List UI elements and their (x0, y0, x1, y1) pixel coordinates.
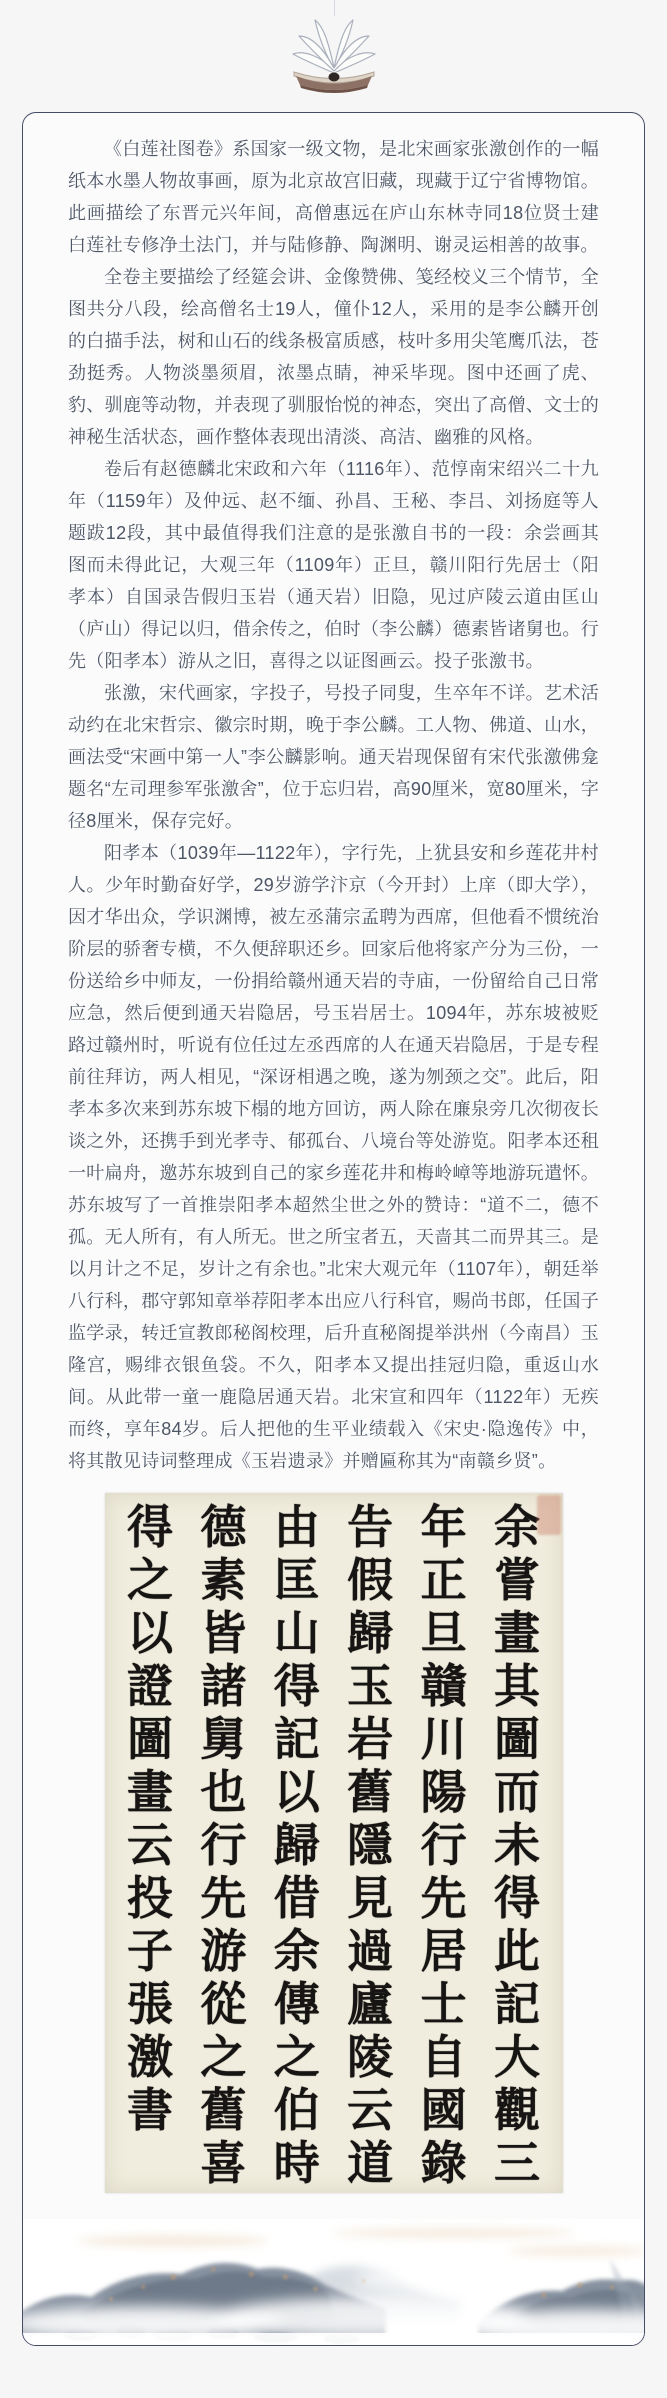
calligraphy-column (260, 1500, 333, 2190)
calligraphy-character: 先 (420, 1871, 467, 1925)
paragraph: 张激，宋代画家，字投子，号投子同叟，生卒年不详。艺术活动约在北宋哲宗、徽宗时期，晚于李公麟。工人物、佛道、山水，画法受“宋画中第一人”李公麟影响。通天岩现保留有宋代张激佛龛题名“左司理参军张激舍”，位于忘归岩，高90厘米，宽80厘米，字径8厘米，保存完好。 (68, 683, 599, 831)
paragraph: 《白莲社图卷》系国家一级文物，是北宋画家张激创作的一幅纸本水墨人物故事画，原为北京故宫旧藏，现藏于辽宁省博物馆。此画描绘了东晋元兴年间，高僧惠远在庐山东林寺同18位贤士建白莲社专修净土法门，并与陆修静、陶渊明、谢灵运相善的故事。 (68, 139, 599, 255)
calligraphy-character: 圖 (493, 1712, 540, 1766)
calligraphy-column (480, 1500, 553, 2190)
calligraphy-rubbing-image (105, 1493, 563, 2193)
calligraphy-character: 歸 (273, 1818, 320, 1872)
calligraphy-character: 川 (420, 1712, 467, 1766)
calligraphy-character: 其 (493, 1659, 540, 1713)
calligraphy-character: 之 (200, 2030, 247, 2084)
calligraphy-character: 玉 (347, 1659, 394, 1713)
calligraphy-character: 陵 (347, 2030, 394, 2084)
calligraphy-character: 國 (420, 2083, 467, 2137)
calligraphy-character: 也 (200, 1765, 247, 1819)
calligraphy-character: 云 (347, 2083, 394, 2137)
article-body (23, 113, 644, 1477)
calligraphy-character: 時 (273, 2136, 320, 2190)
calligraphy-character: 借 (273, 1871, 320, 1925)
calligraphy-character: 證 (127, 1659, 173, 1713)
calligraphy-character: 三 (493, 2136, 540, 2190)
calligraphy-character: 山 (273, 1606, 320, 1660)
calligraphy-character: 以 (273, 1765, 320, 1819)
calligraphy-character: 云 (127, 1818, 173, 1872)
calligraphy-character: 畫 (493, 1606, 540, 1660)
calligraphy-character: 匡 (273, 1553, 320, 1607)
calligraphy-character: 大 (493, 2030, 540, 2084)
paragraph: 卷后有赵德麟北宋政和六年（1116年）、范惇南宋绍兴二十九年（1159年）及仲远、赵不缅、孙昌、王秘、李吕、刘扬庭等人题跋12段，其中最值得我们注意的是张激自书的一段：余尝画其图而未得此记，大观三年（1109年）正旦，赣川阳行先居士（阳孝本）自国录告假归玉岩（通天岩）旧隐，见过庐陵云道由匡山（庐山）得记以归，借余传之，伯时（李公麟）德素皆诸舅也。行先（阳孝本）游从之旧，喜得之以证图画云。投子张激书。 (68, 459, 599, 671)
calligraphy-character: 舅 (200, 1712, 247, 1766)
calligraphy-character: 嘗 (493, 1553, 540, 1607)
article-card (22, 112, 645, 2346)
calligraphy-column (334, 1500, 407, 2190)
open-book-icon (288, 10, 380, 101)
calligraphy-character: 畫 (127, 1765, 173, 1819)
calligraphy-character: 諸 (200, 1659, 247, 1713)
calligraphy-character: 行 (200, 1818, 247, 1872)
calligraphy-character: 記 (493, 1977, 540, 2031)
calligraphy-character: 見 (347, 1871, 394, 1925)
calligraphy-character: 岩 (347, 1712, 394, 1766)
page-header (0, 0, 667, 112)
calligraphy-character: 過 (347, 1924, 394, 1978)
calligraphy-column (187, 1500, 260, 2190)
calligraphy-character: 記 (273, 1712, 320, 1766)
calligraphy-character: 廬 (347, 1977, 394, 2031)
calligraphy-character: 余 (273, 1924, 320, 1978)
calligraphy-character: 未 (493, 1818, 540, 1872)
calligraphy-character: 此 (493, 1924, 540, 1978)
calligraphy-column (407, 1500, 480, 2190)
calligraphy-character: 贛 (420, 1659, 467, 1713)
calligraphy-character: 由 (273, 1500, 320, 1554)
calligraphy-character: 假 (347, 1553, 394, 1607)
calligraphy-character: 舊 (347, 1765, 394, 1819)
calligraphy-character: 余 (493, 1500, 540, 1554)
calligraphy-character: 居 (420, 1924, 467, 1978)
calligraphy-character: 從 (200, 1977, 247, 2031)
calligraphy-character: 道 (347, 2136, 394, 2190)
calligraphy-column (114, 1501, 187, 2185)
calligraphy-character: 而 (493, 1765, 540, 1819)
calligraphy-character: 錄 (420, 2136, 467, 2190)
calligraphy-character: 伯 (273, 2083, 320, 2137)
calligraphy-character: 游 (200, 1924, 247, 1978)
calligraphy-character: 德 (200, 1500, 247, 1554)
calligraphy-character: 得 (127, 1500, 173, 1554)
calligraphy-character: 喜 (200, 2136, 247, 2190)
paragraph: 全卷主要描绘了经筵会讲、金像赞佛、笺经校义三个情节，全图共分八段，绘高僧名士19人，僮仆12人，采用的是李公麟开创的白描手法，树和山石的线条极富质感，枝叶多用尖笔鹰爪法，苍劲挺秀。人物淡墨须眉，浓墨点睛，神采毕现。图中还画了虎、豹、驯鹿等动物，并表现了驯服怡悦的神态，突出了高僧、文士的神秘生活状态，画作整体表现出清淡、高洁、幽雅的风格。 (68, 267, 599, 447)
calligraphy-character: 皆 (200, 1606, 247, 1660)
calligraphy-character: 得 (493, 1871, 540, 1925)
page-bottom-margin (0, 2346, 667, 2398)
calligraphy-character: 之 (127, 1553, 173, 1607)
calligraphy-character: 旦 (420, 1606, 467, 1660)
calligraphy-character: 書 (127, 2083, 173, 2137)
calligraphy-character: 士 (420, 1977, 467, 2031)
paragraph: 阳孝本（1039年—1122年），字行先，上犹县安和乡莲花井村人。少年时勤奋好学，29岁游学汴京（今开封）上庠（即大学），因才华出众，学识渊博，被左丞蒲宗孟聘为西席，但他看不惯统治阶层的骄奢专横，不久便辞职还乡。回家后他将家产分为三份，一份送给乡中师友，一份捐给赣州通天岩的寺庙，一份留给自己日常应急，然后便到通天岩隐居，号玉岩居士。1094年，苏东坡被贬路过赣州时，听说有位任过左丞西席的人在通天岩隐居，于是专程前往拜访，两人相见，“深讶相遇之晚，遂为刎颈之交”。此后，阳孝本多次来到苏东坡下榻的地方回访，两人除在廉泉旁几次彻夜长谈之外，还携手到光孝寺、郁孤台、八境台等处游览。阳孝本还租一叶扁舟，邀苏东坡到自己的家乡莲花井和梅岭嶂等地游玩遣怀。苏东坡写了一首推崇阳孝本超然尘世之外的赞诗：“道不二，德不孤。无人所有，有人所无。世之所宝者五，天啬其二而畀其三。是以月计之不足，岁计之有余也。”北宋大观元年（1107年），朝廷举八行科，郡守郭知章举荐阳孝本出应八行科官，赐尚书郎，任国子监学录，转迁宣教郎秘阁校理，后升直秘阁提举洪州（今南昌）玉隆宫，赐绯衣银鱼袋。不久，阳孝本又提出挂冠归隐，重返山水间。从此带一童一鹿隐居通天岩。北宋宣和四年（1122年）无疾而终，享年84岁。后人把他的生平业绩载入《宋史·隐逸传》中，将其散见诗词整理成《玉岩遗录》并赠匾称其为“南赣乡贤”。 (68, 843, 599, 1471)
calligraphy-character: 得 (273, 1659, 320, 1713)
calligraphy-character: 先 (200, 1871, 247, 1925)
calligraphy-character: 子 (127, 1924, 173, 1978)
calligraphy-character: 舊 (200, 2083, 247, 2137)
calligraphy-character: 傳 (273, 1977, 320, 2031)
calligraphy-character: 之 (273, 2030, 320, 2084)
calligraphy-character: 陽 (420, 1765, 467, 1819)
calligraphy-character: 激 (127, 2030, 173, 2084)
calligraphy-character: 行 (420, 1818, 467, 1872)
calligraphy-character: 圖 (127, 1712, 173, 1766)
red-seal-mark (537, 1495, 561, 1535)
calligraphy-character: 隱 (347, 1818, 394, 1872)
ink-wash-mountains-art (23, 2219, 644, 2345)
calligraphy-character: 張 (127, 1977, 173, 2031)
calligraphy-character: 投 (127, 1871, 173, 1925)
calligraphy-character: 素 (200, 1553, 247, 1607)
calligraphy-character: 年 (420, 1500, 467, 1554)
calligraphy-character: 告 (347, 1500, 394, 1554)
calligraphy-character: 以 (127, 1606, 173, 1660)
calligraphy-character: 正 (420, 1553, 467, 1607)
calligraphy-character: 觀 (493, 2083, 540, 2137)
calligraphy-character: 自 (420, 2030, 467, 2084)
calligraphy-character: 歸 (347, 1606, 394, 1660)
